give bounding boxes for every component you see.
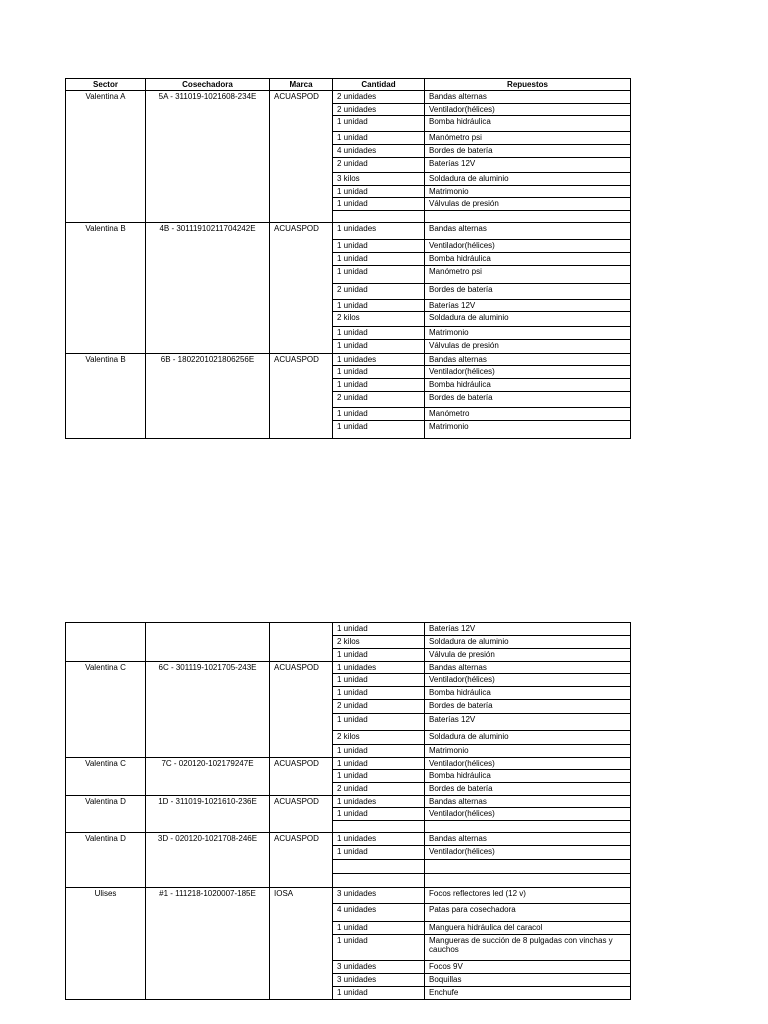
repuesto-cell: Soldadura de aluminio [425, 636, 631, 649]
repuesto-cell: Bandas alternas [425, 353, 631, 365]
repuesto-cell: Patas para cosechadora [425, 903, 631, 921]
marca-cell: IOSA [270, 887, 333, 999]
repuesto-cell: Manguera hidráulica del caracol [425, 921, 631, 934]
cosechadora-cell: 5A - 311019-1021608-234E [146, 91, 270, 223]
repuesto-cell: Ventilador(hélices) [425, 758, 631, 770]
cantidad-cell: 1 unidad [333, 265, 425, 283]
cantidad-cell: 1 unidad [333, 339, 425, 353]
sector-cell: Valentina C [66, 758, 146, 795]
cantidad-cell: 1 unidad [333, 116, 425, 132]
header-row [66, 79, 631, 91]
cantidad-cell [333, 873, 425, 887]
cantidad-cell: 1 unidades [333, 353, 425, 365]
cantidad-cell: 1 unidad [333, 807, 425, 820]
cantidad-cell: 1 unidad [333, 421, 425, 439]
cantidad-cell: 2 kilos [333, 636, 425, 649]
repuesto-cell: Focos reflectores led (12 v) [425, 887, 631, 903]
repuesto-cell: Bordes de batería [425, 283, 631, 299]
repuesto-cell: Soldadura de aluminio [425, 172, 631, 185]
repuesto-cell: Válvula de presión [425, 649, 631, 662]
repuesto-cell: Soldadura de aluminio [425, 311, 631, 326]
repuesto-cell: Matrimonio [425, 326, 631, 339]
cantidad-cell: 2 unidad [333, 157, 425, 172]
cantidad-cell: 1 unidad [333, 197, 425, 210]
sector-cell: Valentina B [66, 222, 146, 353]
cantidad-cell: 1 unidades [333, 795, 425, 807]
header-repuestos: Repuestos [425, 79, 631, 91]
cantidad-cell [333, 210, 425, 222]
repuesto-cell [425, 859, 631, 873]
repuesto-cell [425, 873, 631, 887]
repuestos-table-2 [65, 622, 631, 1000]
sector-cell: Ulises [66, 887, 146, 999]
cantidad-cell: 2 unidad [333, 783, 425, 795]
table-row [66, 832, 631, 845]
repuesto-cell: Boquillas [425, 973, 631, 986]
cantidad-cell: 1 unidad [333, 299, 425, 311]
cantidad-cell: 3 unidades [333, 973, 425, 986]
sector-cell: Valentina B [66, 353, 146, 438]
cantidad-cell: 1 unidades [333, 832, 425, 845]
repuesto-cell: Bordes de batería [425, 783, 631, 795]
cantidad-cell: 1 unidad [333, 921, 425, 934]
repuesto-cell: Válvulas de presión [425, 197, 631, 210]
repuesto-cell: Bandas alternas [425, 91, 631, 104]
repuesto-cell: Mangueras de succión de 8 pulgadas con vinchas y cauchos [425, 934, 631, 960]
marca-cell: ACUASPOD [270, 91, 333, 223]
table-row [66, 222, 631, 239]
cosechadora-cell: 6B - 1802201021806256E [146, 353, 270, 438]
repuesto-cell: Manómetro [425, 408, 631, 421]
cantidad-cell: 1 unidad [333, 326, 425, 339]
repuesto-cell: Bomba hidráulica [425, 252, 631, 265]
table-row [66, 758, 631, 770]
repuesto-cell [425, 210, 631, 222]
repuesto-cell: Baterías 12V [425, 157, 631, 172]
cantidad-cell: 1 unidad [333, 758, 425, 770]
repuesto-cell: Matrimonio [425, 421, 631, 439]
sector-cell [66, 623, 146, 662]
repuestos-table-1 [65, 78, 631, 439]
marca-cell [270, 623, 333, 662]
repuesto-cell: Bomba hidráulica [425, 379, 631, 392]
cantidad-cell: 1 unidad [333, 674, 425, 687]
repuesto-cell: Válvulas de presión [425, 339, 631, 353]
cantidad-cell: 2 unidad [333, 283, 425, 299]
cantidad-cell: 4 unidades [333, 145, 425, 157]
cantidad-cell: 1 unidad [333, 934, 425, 960]
table-row [66, 887, 631, 903]
cosechadora-cell [146, 623, 270, 662]
sector-cell: Valentina A [66, 91, 146, 223]
cantidad-cell: 1 unidad [333, 623, 425, 636]
repuesto-cell: Bandas alternas [425, 832, 631, 845]
cantidad-cell: 1 unidades [333, 222, 425, 239]
cosechadora-cell: 4B - 30111910211704242E [146, 222, 270, 353]
marca-cell: ACUASPOD [270, 353, 333, 438]
table-row [66, 795, 631, 807]
repuesto-cell: Bordes de batería [425, 392, 631, 408]
header-cantidad: Cantidad [333, 79, 425, 91]
repuesto-cell: Bandas alternas [425, 662, 631, 674]
sector-cell: Valentina D [66, 795, 146, 832]
cantidad-cell: 1 unidad [333, 379, 425, 392]
repuesto-cell: Bomba hidráulica [425, 770, 631, 783]
repuesto-cell: Ventilador(hélices) [425, 807, 631, 820]
table-row [66, 623, 631, 636]
repuesto-cell: Baterías 12V [425, 623, 631, 636]
marca-cell: ACUASPOD [270, 795, 333, 832]
table-row [66, 91, 631, 104]
cantidad-cell: 3 unidades [333, 887, 425, 903]
cosechadora-cell: 7C - 020120-102179247E [146, 758, 270, 795]
repuesto-cell: Matrimonio [425, 745, 631, 758]
repuesto-cell: Enchufe [425, 986, 631, 999]
header-sector: Sector [66, 79, 146, 91]
cantidad-cell: 2 unidades [333, 104, 425, 116]
table-row [66, 662, 631, 674]
cantidad-cell: 2 kilos [333, 731, 425, 745]
marca-cell: ACUASPOD [270, 758, 333, 795]
cosechadora-cell: #1 - 111218-1020007-185E [146, 887, 270, 999]
repuesto-cell: Bomba hidráulica [425, 687, 631, 700]
cantidad-cell: 2 kilos [333, 311, 425, 326]
repuesto-cell: Manómetro psi [425, 132, 631, 145]
cosechadora-cell: 1D - 311019-1021610-236E [146, 795, 270, 832]
cantidad-cell: 1 unidad [333, 649, 425, 662]
cantidad-cell [333, 859, 425, 873]
repuesto-cell: Ventilador(hélices) [425, 845, 631, 859]
repuesto-cell: Soldadura de aluminio [425, 731, 631, 745]
cantidad-cell: 3 kilos [333, 172, 425, 185]
cantidad-cell: 1 unidad [333, 687, 425, 700]
cantidad-cell: 1 unidad [333, 366, 425, 379]
cantidad-cell: 2 unidad [333, 392, 425, 408]
repuesto-cell [425, 820, 631, 832]
repuesto-cell: Bordes de batería [425, 700, 631, 714]
table-row [66, 353, 631, 365]
repuesto-cell: Focos 9V [425, 960, 631, 973]
cantidad-cell: 1 unidad [333, 770, 425, 783]
repuesto-cell: Ventilador(hélices) [425, 674, 631, 687]
repuesto-cell: Ventilador(hélices) [425, 104, 631, 116]
repuesto-cell: Ventilador(hélices) [425, 366, 631, 379]
cantidad-cell: 2 unidades [333, 91, 425, 104]
repuesto-cell: Manómetro psi [425, 265, 631, 283]
cantidad-cell [333, 820, 425, 832]
cosechadora-cell: 6C - 301119-1021705-243E [146, 662, 270, 758]
cantidad-cell: 1 unidad [333, 252, 425, 265]
sector-cell: Valentina C [66, 662, 146, 758]
cantidad-cell: 3 unidades [333, 960, 425, 973]
marca-cell: ACUASPOD [270, 832, 333, 887]
repuesto-cell: Baterías 12V [425, 299, 631, 311]
cantidad-cell: 1 unidad [333, 745, 425, 758]
cantidad-cell: 2 unidad [333, 700, 425, 714]
cantidad-cell: 1 unidad [333, 986, 425, 999]
repuesto-cell: Bomba hidráulica [425, 116, 631, 132]
cantidad-cell: 1 unidades [333, 662, 425, 674]
marca-cell: ACUASPOD [270, 662, 333, 758]
header-marca: Marca [270, 79, 333, 91]
cantidad-cell: 1 unidad [333, 185, 425, 197]
cantidad-cell: 4 unidades [333, 903, 425, 921]
repuesto-cell: Bordes de batería [425, 145, 631, 157]
repuesto-cell: Matrimonio [425, 185, 631, 197]
cantidad-cell: 1 unidad [333, 714, 425, 731]
repuesto-cell: Baterías 12V [425, 714, 631, 731]
repuesto-cell: Ventilador(hélices) [425, 239, 631, 252]
header-cosechadora: Cosechadora [146, 79, 270, 91]
marca-cell: ACUASPOD [270, 222, 333, 353]
cosechadora-cell: 3D - 020120-1021708-246E [146, 832, 270, 887]
cantidad-cell: 1 unidad [333, 408, 425, 421]
cantidad-cell: 1 unidad [333, 239, 425, 252]
repuesto-cell: Bandas alternas [425, 795, 631, 807]
cantidad-cell: 1 unidad [333, 845, 425, 859]
repuesto-cell: Bandas alternas [425, 222, 631, 239]
cantidad-cell: 1 unidad [333, 132, 425, 145]
sector-cell: Valentina D [66, 832, 146, 887]
